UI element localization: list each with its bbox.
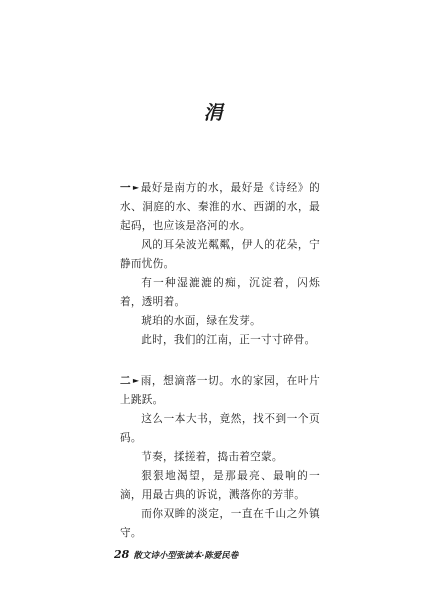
section-2-paragraph-5: 而你双眸的淡定，一直在千山之外镇守。 [120,508,320,539]
arrow-right-icon: ► [132,183,140,192]
poem-body [120,178,320,543]
section-1-paragraph-4: 琥珀的水面，绿在发芽。 [141,315,262,327]
page-title: 涓 [203,102,224,124]
section-1-paragraph-2: 风的耳朵波光粼粼，伊人的花朵，宁静而忧伤。 [120,239,320,270]
page-footer [114,548,238,561]
section-1-paragraph-5: 此时，我们的江南，正一寸寸碎骨。 [141,334,316,346]
section-2-marker: 二 [120,375,131,387]
section-1-paragraph-3: 有一种湿漉漉的痴，沉淀着，闪烁着，透明着。 [120,277,320,308]
book-title: 散文诗小型张读本·陈爱民卷 [133,551,239,561]
page-number: 28 [114,548,130,561]
section-1-paragraph-1 [120,178,320,236]
section-1-marker: 一 [120,182,131,194]
section-2-paragraph-4: 狠狠地渴望，是那最亮、最响的一滴，用最古典的诉说，溅落你的芳菲。 [120,470,320,501]
section-2-paragraph-1 [120,371,320,410]
arrow-right-icon: ► [132,376,140,385]
section-2-paragraph-2: 这么一本大书，竟然，找不到一个页码。 [120,413,320,444]
section-divider [120,350,320,371]
section-2-paragraph-3: 节奏，揉搓着，捣击着空蒙。 [141,451,283,463]
paragraph-text: 最好是南方的水，最好是《诗经》的水、洞庭的水、秦淮的水、西湖的水，最起码，也应该是洛河的水。 [120,182,320,232]
paragraph-text: 雨，想滴落一切。水的家园，在叶片上跳跃。 [120,375,320,406]
